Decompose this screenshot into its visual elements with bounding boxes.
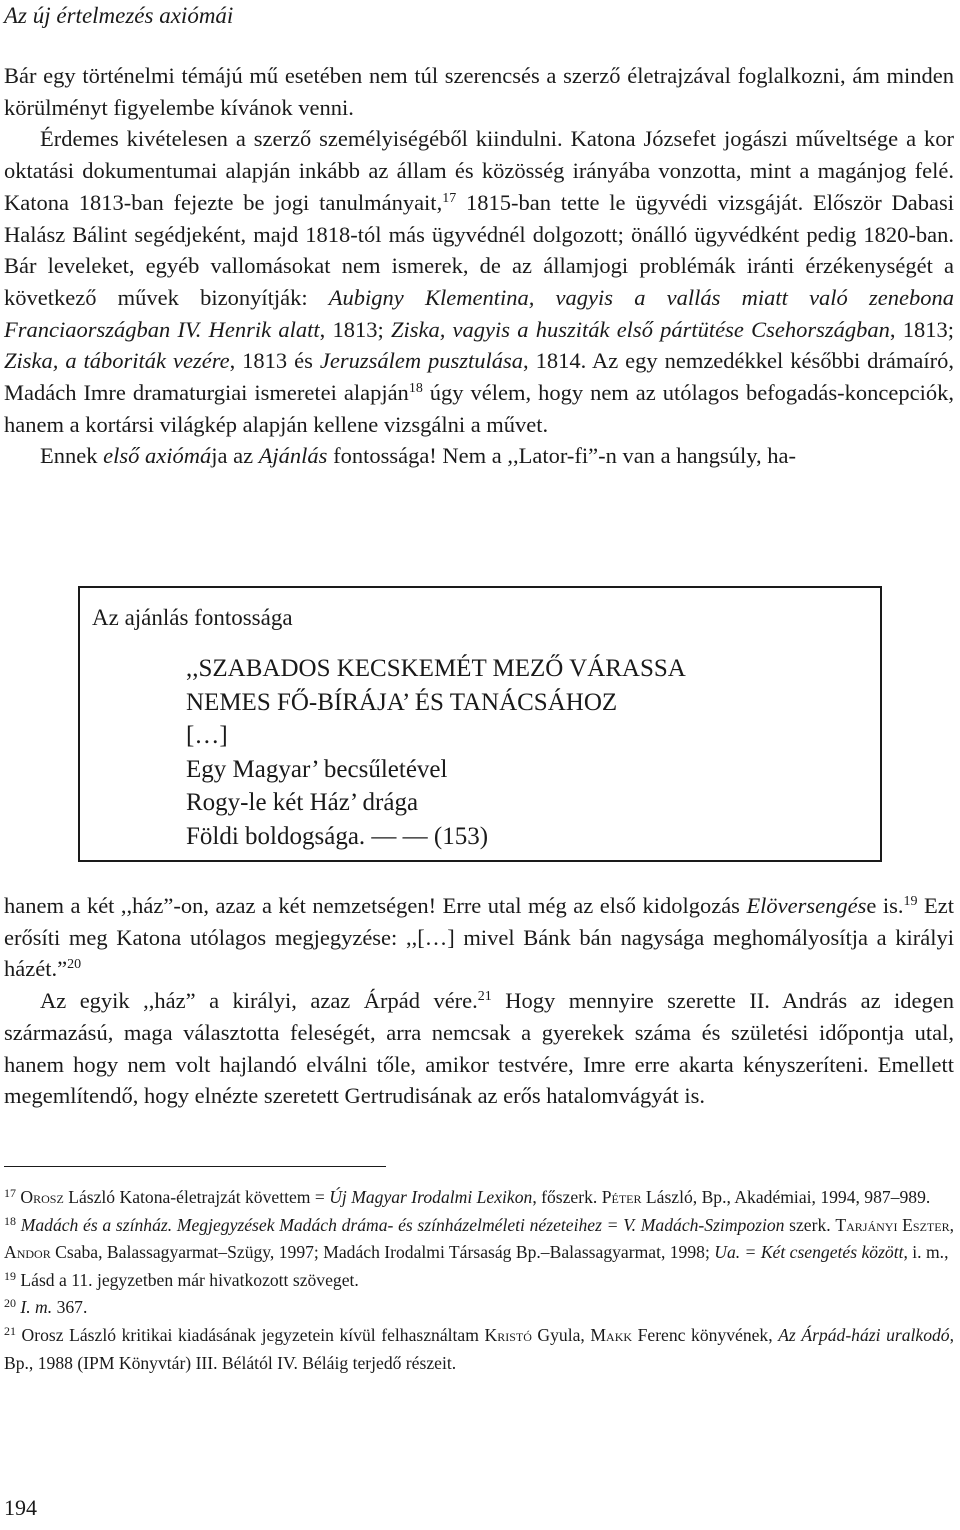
poem-line: Rogy-le két Ház’ drága — [186, 789, 419, 817]
footnote-ref-19[interactable]: 19 — [903, 894, 918, 909]
poem-line: NEMES FŐ-BÍRÁJA’ ÉS TANÁCSÁHOZ — [186, 688, 618, 716]
poem — [186, 652, 686, 854]
footnotes — [4, 1184, 954, 1377]
poem-line: ,,SZABADOS KECSKEMÉT MEZŐ VÁRASSA — [186, 655, 686, 682]
footnote-21: $^{21}$ Orosz László kritikai kiadásának jegyzetein kívül felhasználtam Kristó Gyula, Makk Ferenc könyvének, Az Árpád-házi uralkodó, Bp., 1988 (IPM Könyvtár) III. Bélától IV. Béláig terjedő részeit. — [4, 1323, 954, 1373]
paragraph-1a: Bár egy történelmi témájú mű esetében nem túl szerencsés a szerző életrajzával foglalkozni, ám minden körülményt figyelembe kívánok venni. — [4, 63, 954, 120]
footnote-17: $^{17}$ Orosz László Katona-életrajzát követtem = Új Magyar Irodalmi Lexikon, főszerk. Péter László, Bp., Akadémiai, 1994, 987–989. — [4, 1186, 931, 1207]
main-text-bottom — [4, 890, 954, 1112]
poem-line: Földi boldogsága. — — (153) — [186, 822, 489, 850]
work-title-aubigny: Aubigny Klementina, vagyis a vallás miatt való zenebona Franciaországban IV. Henrik alatt — [4, 284, 954, 342]
footnote-separator — [4, 1166, 386, 1167]
footnote-ref-20[interactable]: 20 — [67, 957, 82, 973]
footnote-ref-18[interactable]: 18 — [408, 381, 423, 397]
footnote-ref-17[interactable]: 17 — [442, 190, 457, 206]
poem-line: […] — [186, 722, 228, 750]
footnote-18: $^{18}$ Madách és a színház. Megjegyzések Madách dráma- és színházelméleti nézeteihez = V. Madách-Szimpozion szerk. Tarjányi Eszter, Andor Csaba, Balassagyarmat–Szügy, 1997; Madách Irodalmi Társaság Bp.–Balassagyarmat, 1998; Ua. = Két csengetés között, i. m., — [4, 1213, 954, 1263]
paragraph-4: Az egyik ,,ház” a királyi, azaz Árpád vére.$^{21}$ Hogy mennyire szerette II. András az idegen származású, maga választotta feleségét, arra nemcsak a gyerekek száma és születési időpontja utal, hanem hogy nem volt hajlandó elválni tőle, amikor testvére, Imre erre akarta kényszeríteni. Emellett megemlítendő, hogy elnézte szeretett Gertrudisának az erős hatalomvágyát is. — [4, 988, 955, 1109]
footnote-20: $^{20}$ I. m. 367. — [4, 1296, 88, 1318]
paragraph-1b: Érdemes kivételesen a szerző személyiségéből kiindulni. Katona Józsefet jogászi műveltsége a kor oktatási dokumentumai alapján inkább az állam és közösség irányába vonzotta, mint a magánjog felé. Katona 1813-ban fejezte be jogi tanulmányait,$^{17}$ 1815-ban tette le ügyvédi vizsgáját. Először Dabasi Halász Bálint segédjeként, majd 1818-tól más ügyvédnél dolgozott; önálló ügyvédként pedig 1820-ban. Bár leveleket, egyéb vallomásokat nem ismerek, de az államjogi problémák iránti érzékenységét a következő művek bizonyítják: Aubigny Klementina, vagyis a vallás miatt való zenebona Franciaországban IV. Henrik alatt, 1813; Ziska, vagyis a husziták első pártütése Csehországban, 1813; Ziska, a táboriták vezére, 1813 és Jeruzsálem pusztulása, 1814. Az egy nemzedékkel későbbi drámaíró, Madách Imre dramaturgiai ismeretei alapján$^{18}$ úgy vélem, hogy nem az utólagos befogadás-koncepciók, hanem a kortársi világkép alapján kellene vizsgálni a művet. — [4, 126, 954, 437]
poem-line: Egy Magyar’ becsűletével — [186, 755, 448, 783]
paragraph-2: Ennek első axiómája az Ajánlás fontossága! Nem a ,,Lator-fi”-n van a hangsúly, ha- — [40, 443, 796, 469]
work-title-jeruzsalem: Jeruzsálem pusztulása — [319, 348, 524, 374]
footnote-19: $^{19}$ Lásd a 11. jegyzetben már hivatkozott szöveget. — [4, 1268, 359, 1290]
main-text-top — [4, 60, 954, 472]
page-number: 194 — [4, 1495, 37, 1520]
footnote-ref-21[interactable]: 21 — [477, 989, 492, 1005]
work-title-ziska-2: Ziska, a táboriták vezére — [4, 348, 230, 374]
box-title: Az ajánlás fontossága — [92, 605, 293, 630]
work-title-ziska-1: Ziska, vagyis a husziták első pártütése Csehországban — [390, 316, 890, 342]
paragraph-3: hanem a két ,,ház”-on, azaz a két nemzetségen! Erre utal még az első kidolgozás Elöversengése is.$^{19}$ Ezt erősíti meg Katona utólagos megjegyzése: ,,[…] mivel Bánk bán nagysága meghomályosítja a királyi házét.”$^{20}$ — [4, 893, 955, 982]
running-head: Az új értelmezés axiómái — [4, 3, 234, 28]
quote-box — [78, 586, 882, 862]
